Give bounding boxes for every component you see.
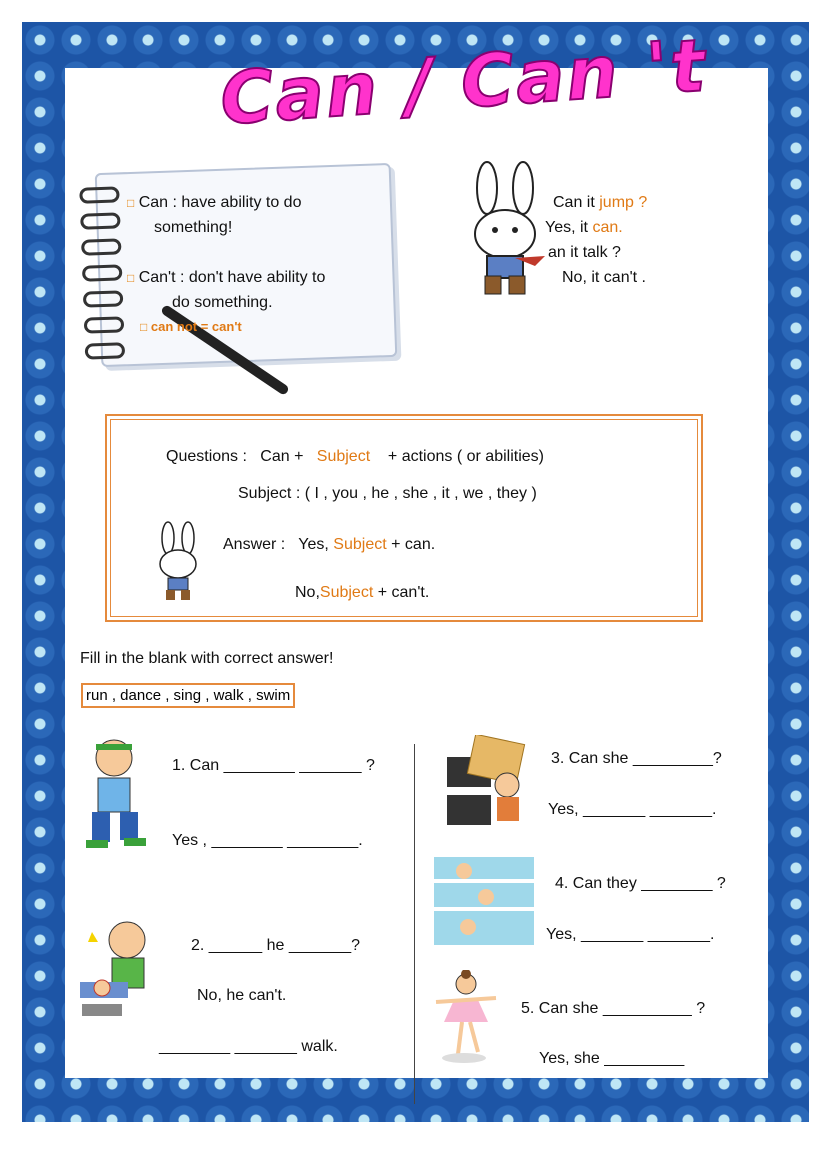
exercise-instruction: Fill in the blank with correct answer!	[80, 650, 334, 667]
note-cant: □ Can't : don't have ability to	[127, 269, 326, 286]
rabbit-icon	[455, 158, 555, 298]
bullet-icon: □	[127, 271, 135, 285]
question-1[interactable]: 1. Can ________ _______ ?	[172, 757, 375, 774]
piano-girl-icon	[443, 735, 533, 831]
ring-icon	[82, 264, 123, 281]
rabbit-small-icon	[148, 520, 208, 602]
ring-icon	[81, 238, 122, 255]
answer-4[interactable]: Yes, _______ _______.	[546, 926, 715, 943]
ring-icon	[83, 290, 124, 307]
rule-subjects: Subject : ( I , you , he , she , it , we , they )	[238, 485, 537, 502]
question-4[interactable]: 4. Can they ________ ?	[555, 875, 726, 892]
dialog-q2: an it talk ?	[548, 244, 621, 261]
ballet-girl-icon	[424, 970, 504, 1066]
page-title: Can / Can 't	[217, 23, 710, 141]
note-can-2: something!	[154, 219, 233, 236]
question-3[interactable]: 3. Can she _________?	[551, 750, 722, 767]
hurt-boy-icon	[72, 912, 162, 1024]
ring-icon	[80, 212, 121, 229]
note-cannot: □ can not = can't	[140, 319, 242, 334]
note-cant-2: do something.	[172, 294, 273, 311]
column-divider	[414, 744, 415, 1104]
question-2[interactable]: 2. ______ he _______?	[191, 937, 361, 954]
running-boy-icon	[74, 734, 154, 854]
ring-icon	[85, 342, 126, 359]
ring-icon	[84, 316, 125, 333]
answer-3[interactable]: Yes, _______ _______.	[548, 801, 717, 818]
word-bank: run , dance , sing , walk , swim	[81, 683, 295, 708]
bullet-icon: □	[140, 320, 148, 334]
rule-answer-yes: Answer : Yes, Subject + can.	[223, 536, 436, 553]
ring-icon	[79, 186, 120, 203]
rule-questions: Questions : Can + Subject + actions ( or abilities)	[166, 448, 544, 465]
swimming-kids-icon	[434, 857, 534, 945]
dialog-a1: Yes, it can.	[545, 219, 623, 236]
dialog-a2: No, it can't .	[562, 269, 646, 286]
answer-1[interactable]: Yes , ________ ________.	[172, 832, 363, 849]
dialog-q1: Can it jump ?	[553, 194, 648, 211]
bullet-icon: □	[127, 196, 135, 210]
question-5[interactable]: 5. Can she __________ ?	[521, 1000, 706, 1017]
rule-answer-no: No,Subject + can't.	[295, 584, 430, 601]
answer-5[interactable]: Yes, she _________	[539, 1050, 685, 1067]
note-can: □ Can : have ability to do	[127, 194, 302, 211]
answer-2-line1: No, he can't.	[197, 987, 287, 1004]
answer-2-line2[interactable]: ________ _______ walk.	[159, 1038, 338, 1055]
